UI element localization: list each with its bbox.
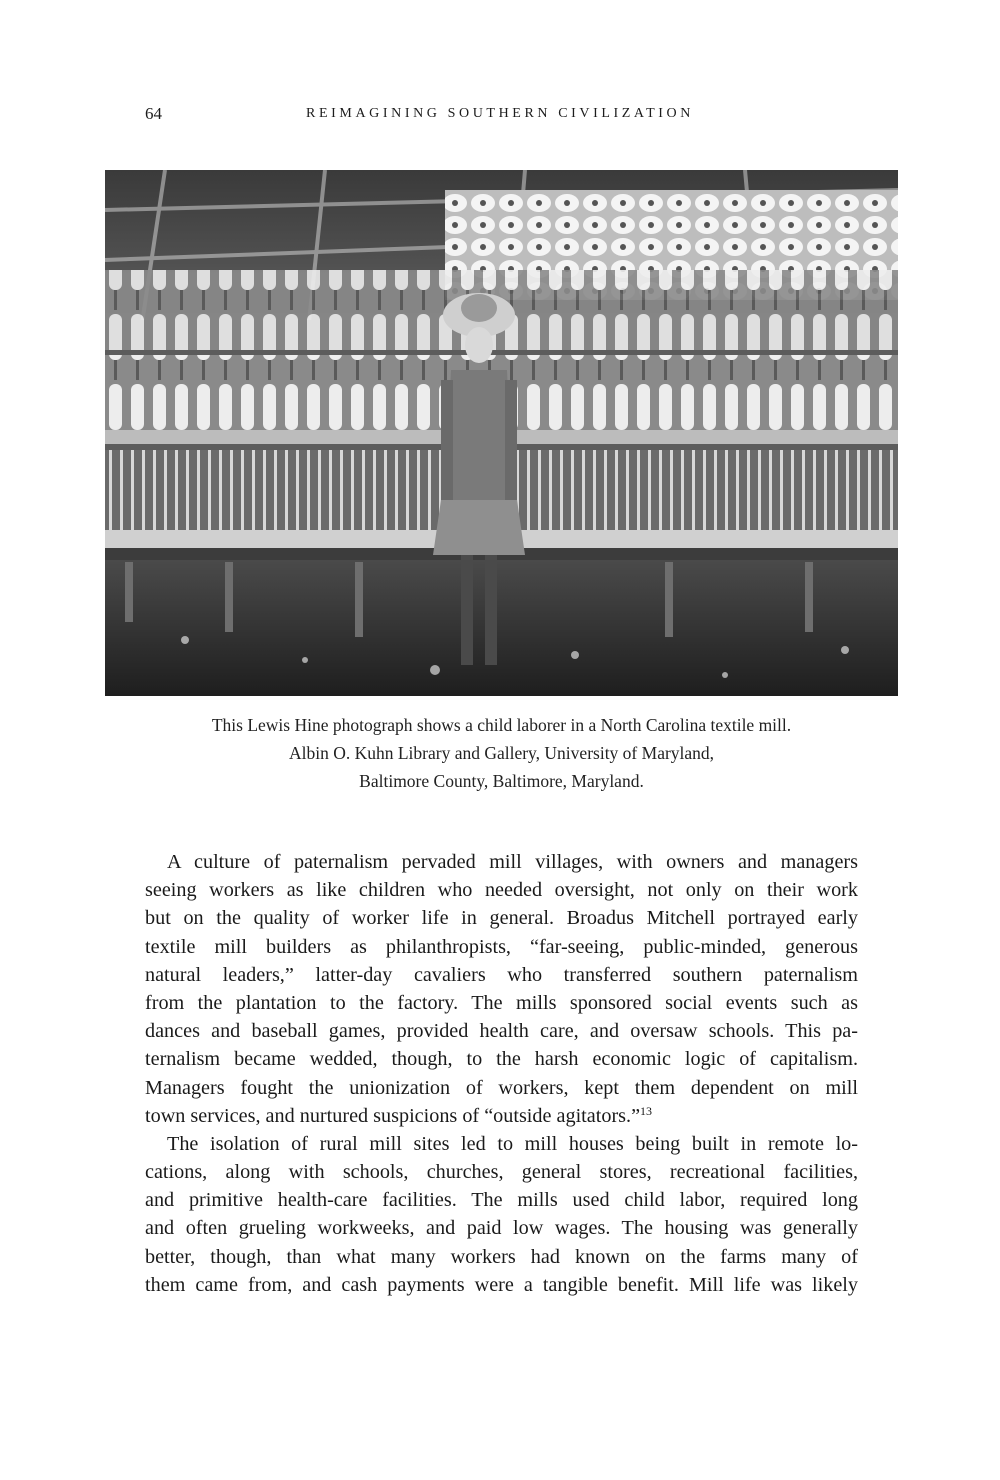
caption-line: Baltimore County, Baltimore, Maryland.: [359, 771, 644, 791]
text-line: ternalism became wedded, though, to the harsh economic logic of capitalism.: [145, 1048, 858, 1071]
text-line: The isolation of rural mill sites led to mill houses being built in remote lo-: [167, 1132, 858, 1155]
text-line: and primitive health-care facilities. The mills used child labor, required long: [145, 1189, 858, 1212]
text-line: A culture of paternalism pervaded mill villages, with owners and managers: [167, 851, 858, 873]
running-head-title: REIMAGINING SOUTHERN CIVILIZATION: [306, 106, 694, 121]
text-line-content: town services, and nurtured suspicions of “outside agitators.”: [145, 1104, 641, 1127]
body-text: [145, 848, 858, 1299]
text-line: seeing workers as like children who needed oversight, not only on their work: [145, 879, 858, 902]
text-line: textile mill builders as philanthropists, “far-seeing, public-minded, generous: [145, 935, 858, 958]
text-line: and often grueling workweeks, and paid low wages. The housing was generally: [145, 1217, 858, 1240]
caption-line: This Lewis Hine photograph shows a child laborer in a North Carolina textile mill.: [211, 715, 792, 735]
text-line: from the plantation to the factory. The mills sponsored social events such as: [145, 991, 858, 1014]
caption-line: Albin O. Kuhn Library and Gallery, University of Maryland,: [288, 743, 715, 763]
paragraph-1: [145, 848, 858, 1130]
text-line: dances and baseball games, provided health care, and oversaw schools. This pa-: [145, 1020, 858, 1043]
text-line: cations, along with schools, churches, general stores, recreational facilities,: [145, 1161, 858, 1184]
text-line: them came from, and cash payments were a tangible benefit. Mill life was likely: [145, 1273, 858, 1296]
mill-photograph: [105, 170, 898, 696]
photograph-icon: [105, 170, 898, 696]
text-line: Managers fought the unionization of workers, kept them dependent on mill: [145, 1076, 858, 1099]
page-number: 64: [145, 104, 162, 123]
figure-caption: [105, 711, 898, 795]
text-line-last: [145, 1102, 858, 1130]
paragraph-2: [145, 1130, 858, 1299]
footnote-reference[interactable]: 13: [640, 1103, 653, 1118]
running-head: [145, 104, 855, 130]
text-line: natural leaders,” latter-day cavaliers who transferred southern paternalism: [145, 963, 858, 986]
text-line: but on the quality of worker life in general. Broadus Mitchell portrayed early: [145, 907, 858, 930]
text-line: better, though, than what many workers had known on the farms many of: [145, 1245, 858, 1268]
